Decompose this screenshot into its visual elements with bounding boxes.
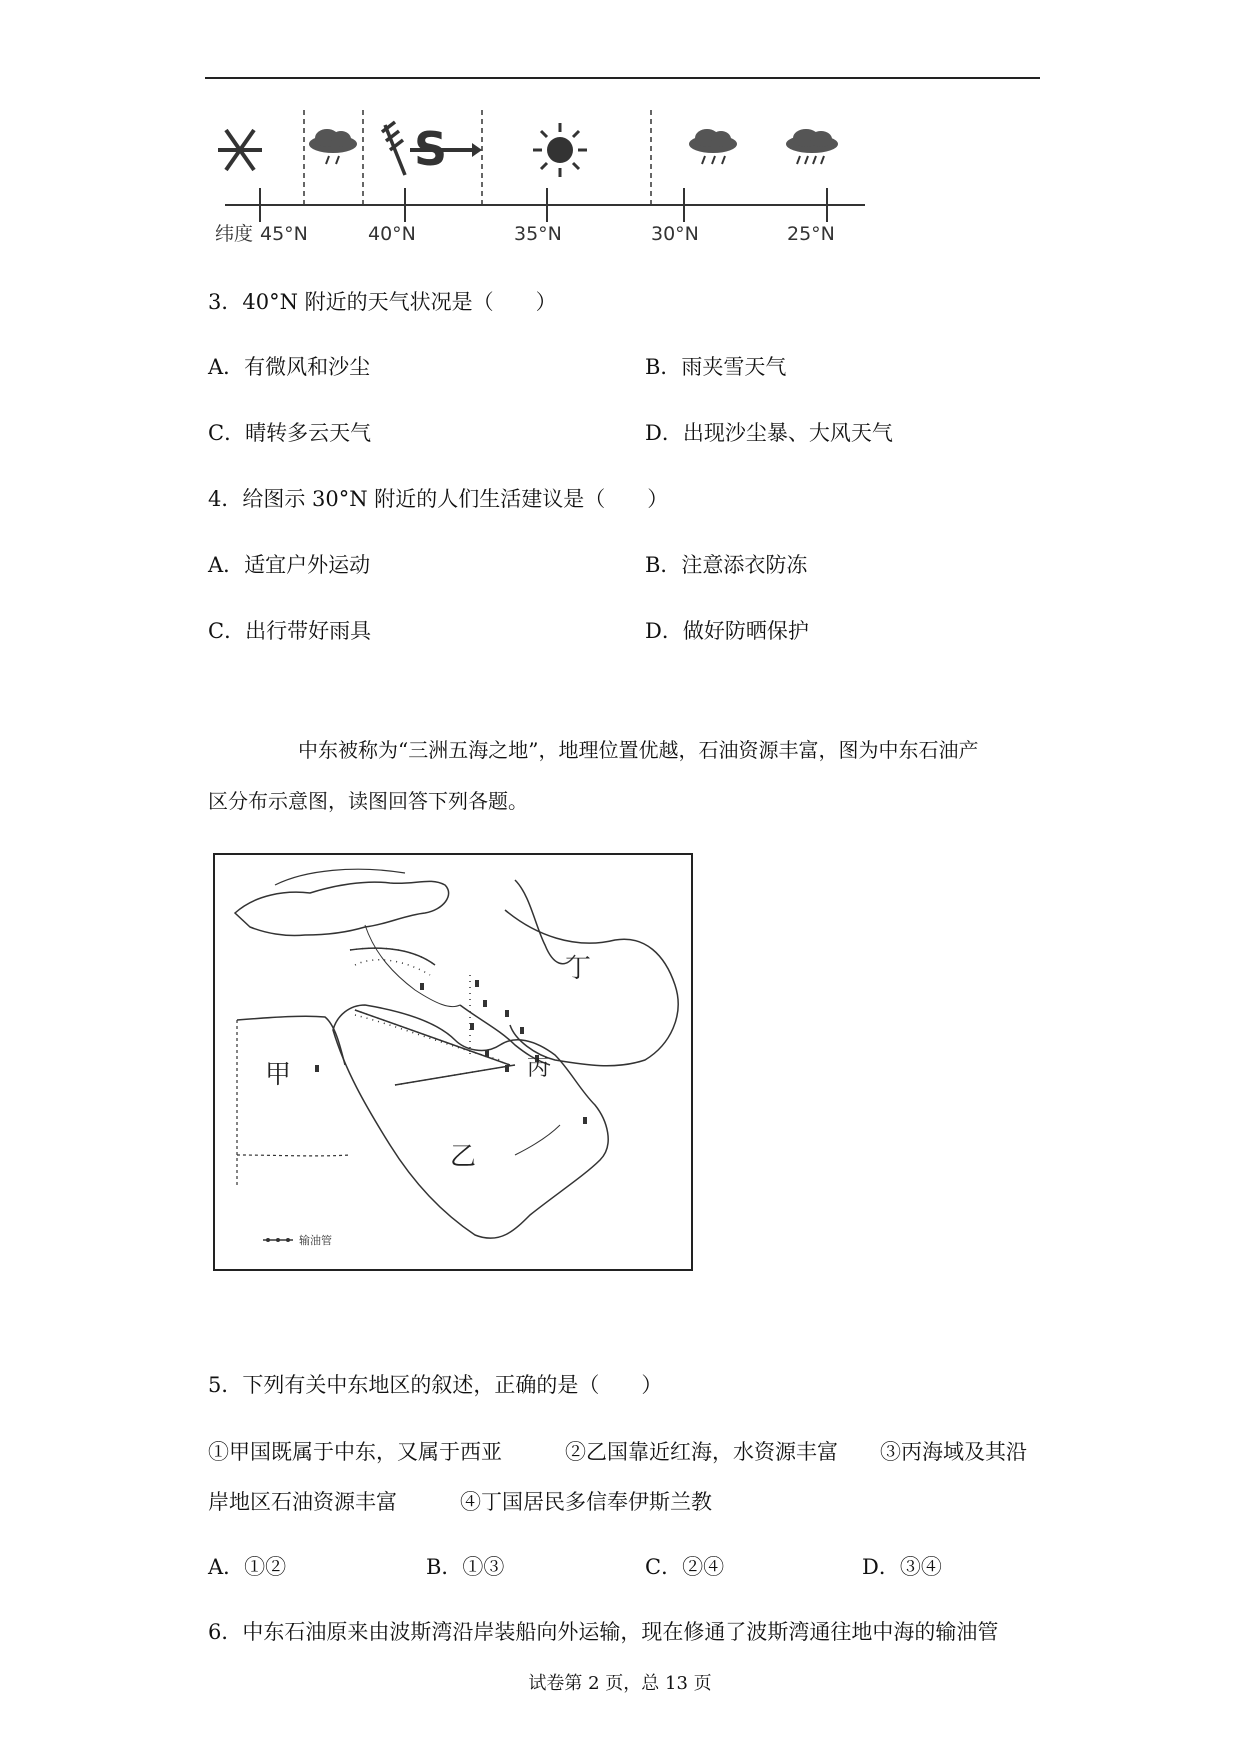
- legend-label: 输油管: [299, 1234, 332, 1247]
- middle-east-oil-map: [213, 853, 693, 1271]
- question-4-stem: 4．给图示 30°N 附近的人们生活建议是（ ）: [208, 487, 669, 511]
- sandstorm-icon: [410, 122, 482, 176]
- arabian-peninsula-outline: [333, 1005, 608, 1238]
- tick-label: 35°N: [514, 223, 562, 245]
- q4-option-d[interactable]: D．做好防晒保护: [645, 619, 809, 643]
- label-ding: 丁: [565, 954, 592, 984]
- map-legend: [263, 1233, 332, 1247]
- tick-label: 30°N: [651, 223, 699, 245]
- tick-label: 40°N: [368, 223, 416, 245]
- wind-flag-icon: [382, 122, 405, 175]
- question-6-stem: 6．中东石油原来由波斯湾沿岸装船向外运输，现在修通了波斯湾通往地中海的输油管: [208, 1620, 999, 1644]
- header-rule: [205, 77, 1040, 79]
- question-5-stem: 5．下列有关中东地区的叙述，正确的是（ ）: [208, 1373, 663, 1397]
- map-svg: [215, 855, 691, 1269]
- sun-icon: [533, 123, 587, 177]
- turkey-outline: [235, 881, 449, 935]
- tick-label: 45°N: [260, 223, 308, 245]
- intro-line-1: 中东被称为“三洲五海之地”，地理位置优越，石油资源丰富，图为中东石油产: [298, 738, 979, 762]
- q5-option-a[interactable]: A．①②: [208, 1555, 287, 1579]
- q3-option-d[interactable]: D．出现沙尘暴、大风天气: [645, 421, 893, 445]
- q4-option-a[interactable]: A．适宜户外运动: [208, 553, 371, 577]
- q5-option-d[interactable]: D．③④: [862, 1555, 942, 1579]
- q3-option-b[interactable]: B．雨夹雪天气: [645, 355, 787, 379]
- cloud-rain-icon: [309, 129, 357, 164]
- snowflake-icon: [218, 130, 262, 170]
- q4-option-c[interactable]: C．出行带好雨具: [208, 619, 372, 643]
- intro-line-2: 区分布示意图，读图回答下列各题。: [208, 789, 528, 813]
- axis-label: 纬度: [215, 223, 254, 245]
- cloud-rain-icon: [689, 129, 737, 164]
- oil-field-markers: [315, 980, 587, 1124]
- q5-statements-line-2: 岸地区石油资源丰富 ④丁国居民多信奉伊斯兰教: [208, 1490, 712, 1514]
- q3-option-c[interactable]: C．晴转多云天气: [208, 421, 372, 445]
- q5-option-c[interactable]: C．②④: [645, 1555, 725, 1579]
- page-footer: 试卷第 2 页，总 13 页: [528, 1673, 712, 1694]
- q5-option-b[interactable]: B．①③: [426, 1555, 505, 1579]
- q4-option-b[interactable]: B．注意添衣防冻: [645, 553, 808, 577]
- label-bing: 丙: [527, 1056, 550, 1081]
- svg-text:S: S: [414, 122, 448, 176]
- label-jia: 甲: [265, 1060, 292, 1090]
- question-3-stem: 3．40°N 附近的天气状况是（ ）: [208, 290, 557, 314]
- q5-statements-line-1: ①甲国既属于中东，又属于西亚 ②乙国靠近红海，水资源丰富 ③丙海域及其沿: [208, 1440, 1027, 1464]
- cloud-heavy-rain-icon: [786, 129, 838, 164]
- tick-label: 25°N: [787, 223, 835, 245]
- caspian-outline: [515, 880, 575, 964]
- q3-option-a[interactable]: A．有微风和沙尘: [208, 355, 371, 379]
- label-yi: 乙: [450, 1142, 477, 1172]
- weather-latitude-strip: [205, 100, 885, 250]
